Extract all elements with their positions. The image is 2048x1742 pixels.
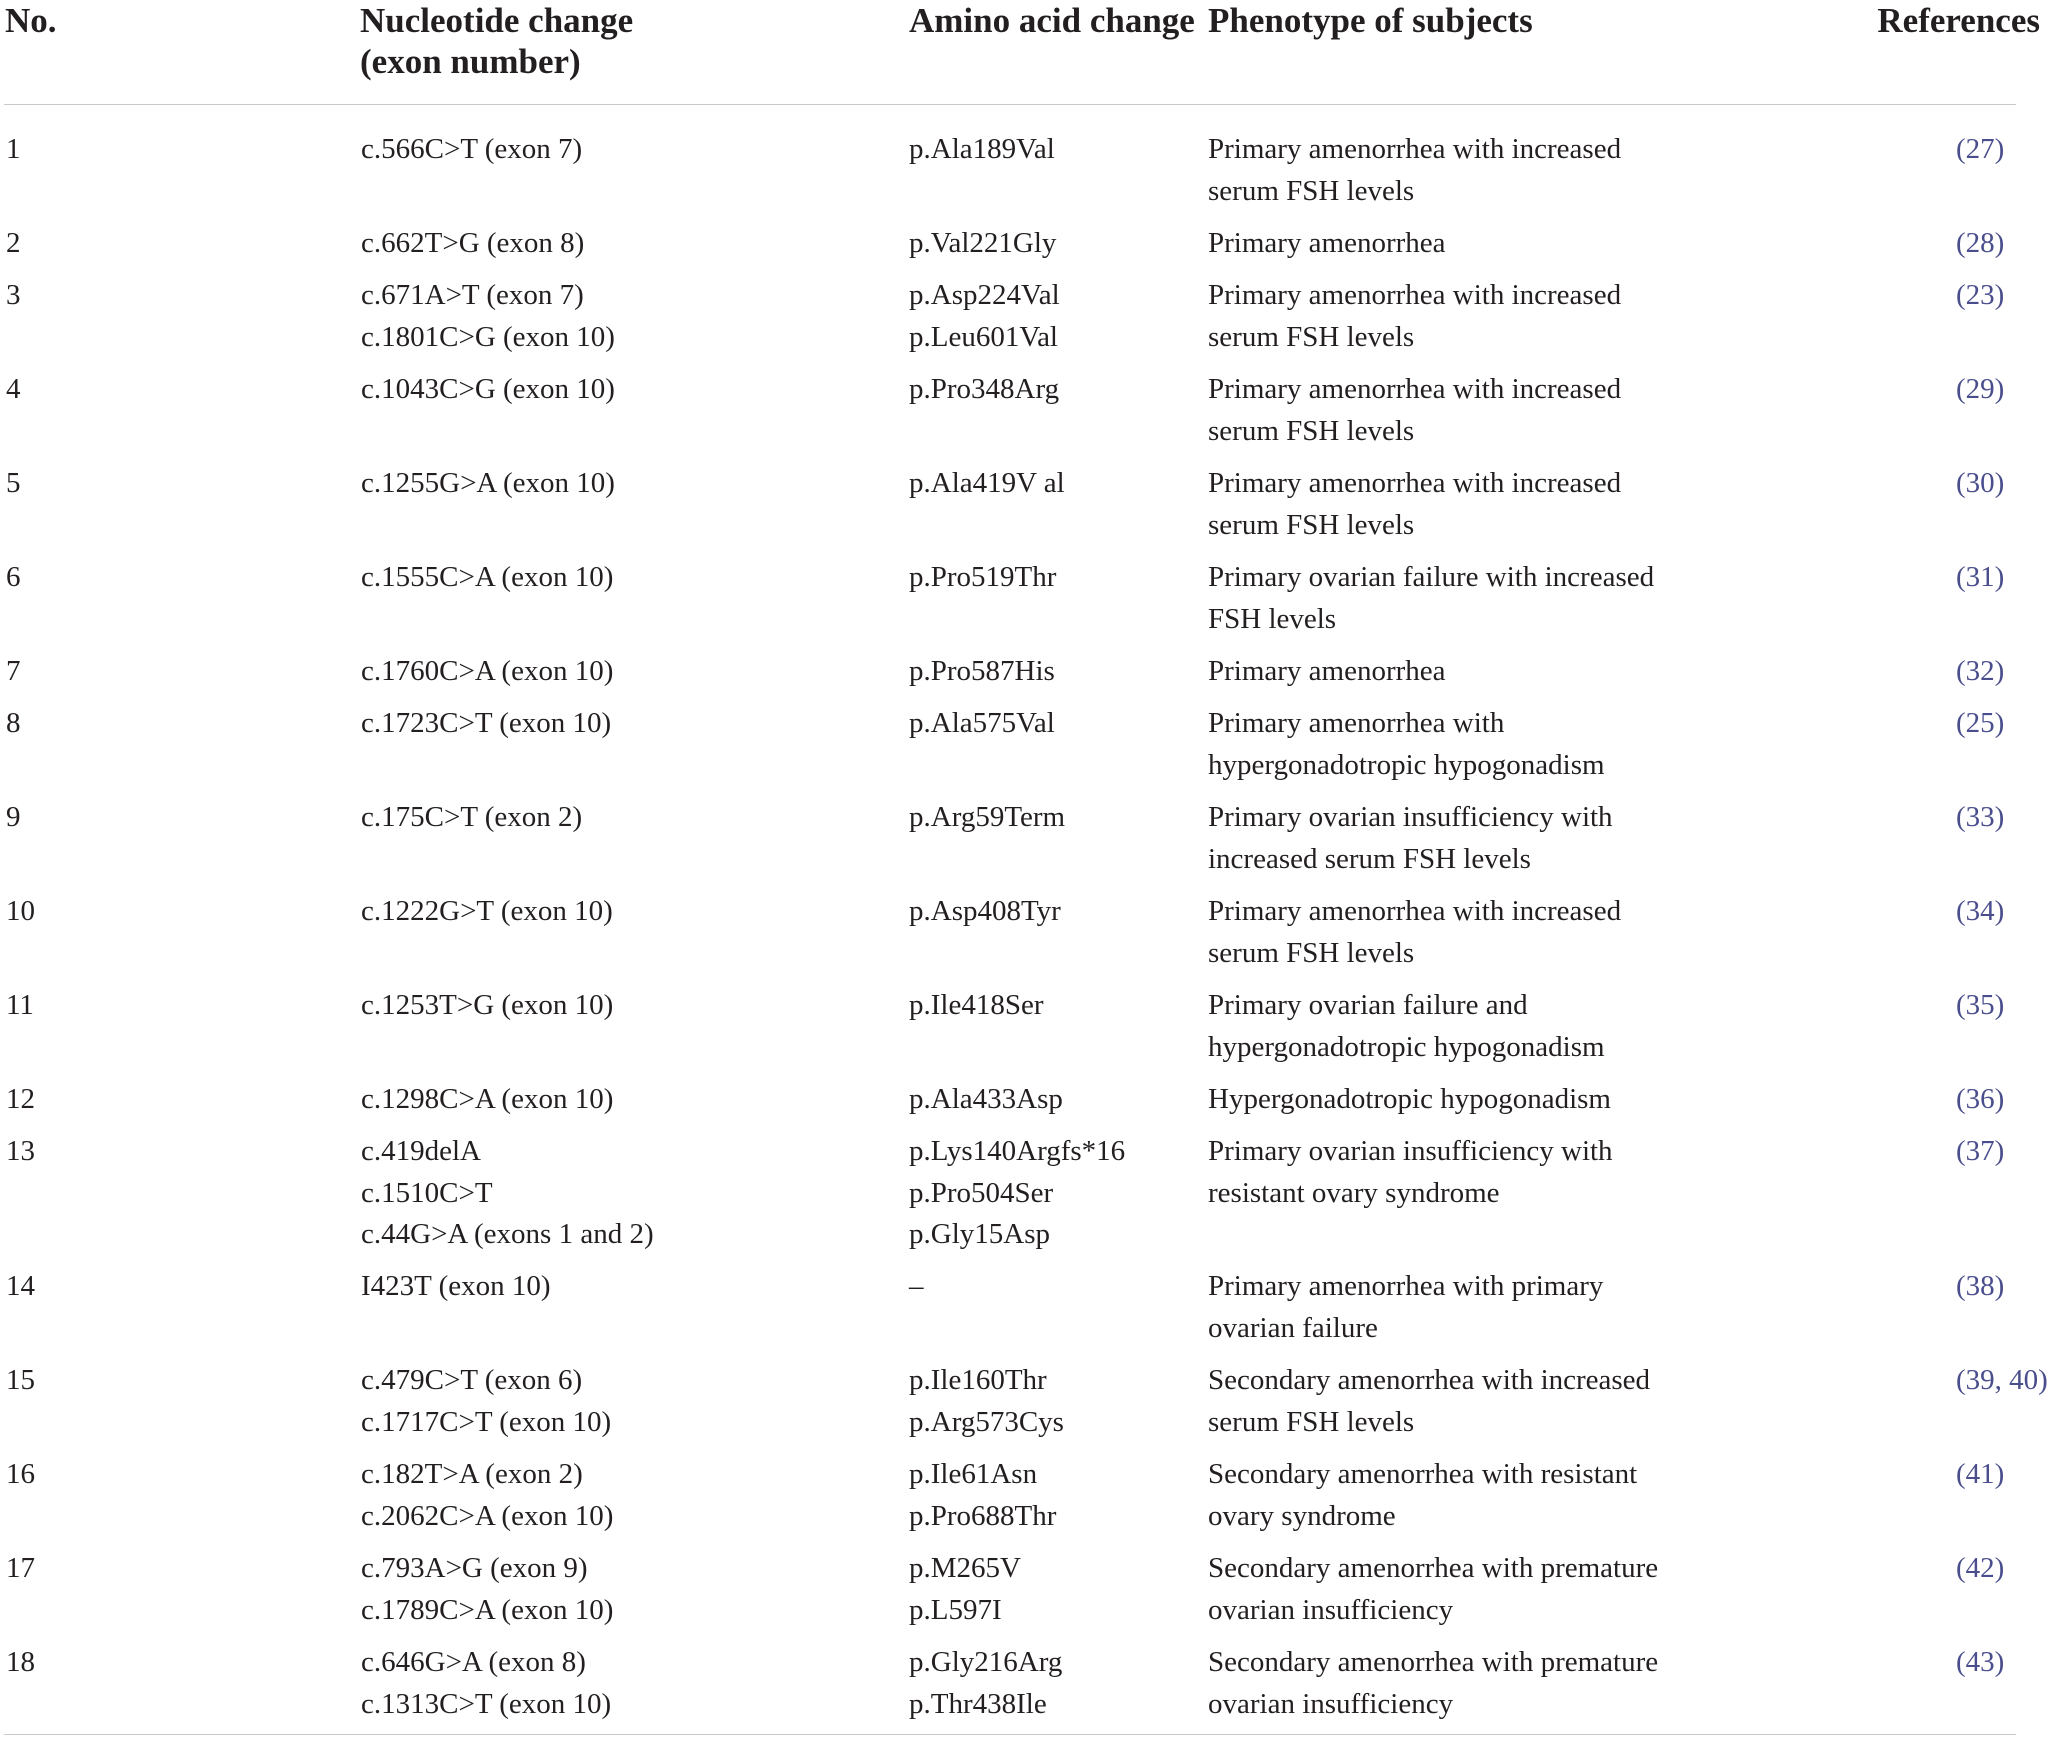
reference-link[interactable]: 28 (1965, 227, 1995, 259)
phenotype-line: serum FSH levels (1208, 414, 1415, 447)
phenotype-line: Primary amenorrhea with (1208, 707, 1505, 739)
reference-link[interactable]: 30 (1965, 467, 1995, 499)
phenotype-line: Primary ovarian insufficiency with (1208, 801, 1613, 833)
cell-no: 15 (6, 1364, 35, 1396)
header-phenotype: Phenotype of subjects (1208, 1, 1533, 40)
cell-no: 11 (6, 989, 34, 1021)
phenotype-line: serum FSH levels (1208, 174, 1415, 207)
phenotype-line: ovarian failure (1208, 1311, 1378, 1344)
cell-phenotype (1208, 1079, 1728, 1121)
reference-link[interactable]: 23 (1965, 279, 1995, 311)
phenotype-line: serum FSH levels (1208, 320, 1415, 353)
reference-link[interactable]: 42 (1965, 1552, 1995, 1584)
variants-table: No. Nucleotide change (exon number) Amino acid change Phenotype of subjects References 1 c.566C>T (exon 7) p.Ala189Val Primary amenorrhea with increased serum FSH levels (27) 2 c.662T>G (exon 8) p.Val221Gly Primary amenorrhea (28) 3 c.671A>T (exon 7) c.1801C>G (exon 10) p.Asp224Val p.Leu601Val Primary amenorrhea with increased serum FSH levels (23) 4 c.1043C>G (exon 10) p.Pro348Arg Primary amenorrhea with increased serum FSH levels (29) 5 c.1255G>A (exon 10) p.Ala419V al Primary amenorrhea with increased serum FSH levels (30) 6 c.1555C>A (exon 10) p.Pro519Thr Primary ovarian failure with increased FSH levels (31) 7 c.1760C>A (exon 10) p.Pro587His Primary amenorrhea (32) 8 c.1723C>T (exon 10) p.Ala575Val Primary amenorrhea with hypergonadotropic hypogonadism (25) 9 c.175C>T (exon 2) p.Arg59Term Primary ovarian insufficiency with increased serum FSH levels (33) 10 c.1222G>T (exon 10) p.Asp408Tyr Primary amenorrhea with increased serum FSH levels (34) 11 c.1253T>G (exon 10) p.Ile418Ser Primary ovarian failure and hypergonadotropic hypogonadism (35) 12 c.1298C>A (exon 10) p.Ala433Asp Hypergonadotropic hypogonadism (36) 13 c.419delA c.1510C>T c.44G>A (exons 1 and 2) p.Lys140Argfs*16 p.Pro504Ser p.Gly15Asp Primary ovarian insufficiency with resistant ovary syndrome (37) 14 I423T (exon 10) – Primary amenorrhea with primary ovarian failure (38) 15 c.479C>T (exon 6) c.1717C>T (exon 10) p.Ile160Thr p.Arg573Cys Secondary amenorrhea with increased serum FSH levels (39, 40) 16 c.182T>A (exon 2) c.2062C>A (exon 10) p.Ile61Asn p.Pro688Thr Secondary amenorrhea with resistant ovary syndrome (41) 17 c.793A>G (exon 9) c.1789C>A (exon 10) p.M265V p.L597I Secondary amenorrhea with premature ovarian insufficiency (42) 18 c.646G>A (exon 8) c.1313C>T (exon 10) p.Gly216Arg p.Thr438Ile Secondary amenorrhea with premature ovarian insufficiency (43) (0, 0, 2044, 1742)
phenotype-line: Secondary amenorrhea with premature (1208, 1552, 1659, 1584)
cell-phenotype (1208, 1548, 1728, 1631)
reference-link[interactable]: 34 (1965, 895, 1995, 927)
reference-link[interactable]: 32 (1965, 655, 1995, 687)
cell-phenotype (1208, 985, 1728, 1068)
cell-no: 1 (6, 133, 21, 165)
cell-no: 18 (6, 1646, 35, 1678)
cell-no: 7 (6, 655, 21, 687)
phenotype-line: ovarian insufficiency (1208, 1687, 1454, 1720)
phenotype-line: Primary amenorrhea with primary (1208, 1270, 1604, 1302)
reference-link[interactable]: 43 (1965, 1646, 1995, 1678)
phenotype-line: Primary amenorrhea (1208, 227, 1446, 259)
cell-phenotype (1208, 651, 1728, 693)
cell-phenotype (1208, 129, 1728, 212)
phenotype-line: ovarian insufficiency (1208, 1593, 1454, 1626)
phenotype-line: serum FSH levels (1208, 1405, 1415, 1438)
cell-phenotype (1208, 1266, 1728, 1349)
phenotype-line: Primary ovarian failure with increased (1208, 561, 1655, 593)
reference-link[interactable]: 29 (1965, 373, 1995, 405)
reference-link[interactable]: 40 (2009, 1364, 2039, 1396)
cell-no: 9 (6, 801, 21, 833)
cell-no: 6 (6, 561, 21, 593)
phenotype-line: hypergonadotropic hypogonadism (1208, 748, 1605, 781)
phenotype-line: serum FSH levels (1208, 936, 1415, 969)
cell-no: 16 (6, 1458, 35, 1490)
cell-no: 13 (6, 1135, 35, 1167)
cell-no: 5 (6, 467, 21, 499)
phenotype-line: Primary amenorrhea (1208, 655, 1446, 687)
cell-phenotype (1208, 1360, 1728, 1443)
phenotype-line: resistant ovary syndrome (1208, 1176, 1500, 1209)
cell-phenotype (1208, 1454, 1728, 1537)
cell-no: 10 (6, 895, 35, 927)
reference-link[interactable]: 38 (1965, 1270, 1995, 1302)
phenotype-line: Hypergonadotropic hypogonadism (1208, 1083, 1611, 1115)
phenotype-line: Secondary amenorrhea with premature (1208, 1646, 1659, 1678)
phenotype-line: Secondary amenorrhea with resistant (1208, 1458, 1638, 1490)
table-bottom-rule (4, 1734, 2016, 1735)
cell-phenotype (1208, 557, 1728, 640)
header-no: No. (5, 1, 57, 40)
cell-phenotype (1208, 1131, 1728, 1214)
header-references: References (1877, 1, 2040, 40)
phenotype-line: Primary amenorrhea with increased (1208, 895, 1622, 927)
phenotype-line: hypergonadotropic hypogonadism (1208, 1030, 1605, 1063)
phenotype-line: Secondary amenorrhea with increased (1208, 1364, 1651, 1396)
reference-link[interactable]: 35 (1965, 989, 1995, 1021)
cell-no: 12 (6, 1083, 35, 1115)
cell-no: 8 (6, 707, 21, 739)
phenotype-line: Primary amenorrhea with increased (1208, 279, 1622, 311)
reference-link[interactable]: 36 (1965, 1083, 1995, 1115)
cell-phenotype (1208, 703, 1728, 786)
phenotype-line: increased serum FSH levels (1208, 842, 1531, 875)
reference-link[interactable]: 31 (1965, 561, 1995, 593)
cell-phenotype (1208, 1642, 1728, 1725)
header-divider (4, 104, 2016, 105)
cell-phenotype (1208, 891, 1728, 974)
cell-phenotype (1208, 797, 1728, 880)
phenotype-line: ovary syndrome (1208, 1499, 1396, 1532)
phenotype-line: Primary amenorrhea with increased (1208, 467, 1622, 499)
cell-phenotype (1208, 369, 1728, 452)
cell-phenotype (1208, 223, 1728, 265)
reference-link[interactable]: 25 (1965, 707, 1995, 739)
phenotype-line: Primary amenorrhea with increased (1208, 133, 1622, 165)
reference-link[interactable]: 27 (1965, 133, 1995, 165)
cell-no: 17 (6, 1552, 35, 1584)
phenotype-line: Primary amenorrhea with increased (1208, 373, 1622, 405)
cell-no: 14 (6, 1270, 35, 1302)
reference-link[interactable]: 33 (1965, 801, 1995, 833)
phenotype-line: serum FSH levels (1208, 508, 1415, 541)
cell-no: 4 (6, 373, 21, 405)
phenotype-line: Primary ovarian insufficiency with (1208, 1135, 1613, 1167)
cell-no: 2 (6, 227, 21, 259)
cell-phenotype (1208, 463, 1728, 546)
cell-no: 3 (6, 279, 21, 311)
cell-phenotype (1208, 275, 1728, 358)
reference-link[interactable]: 39 (1965, 1364, 1995, 1396)
reference-link[interactable]: 41 (1965, 1458, 1995, 1490)
phenotype-line: Primary ovarian failure and (1208, 989, 1528, 1021)
reference-link[interactable]: 37 (1965, 1135, 1995, 1167)
phenotype-line: FSH levels (1208, 602, 1337, 635)
